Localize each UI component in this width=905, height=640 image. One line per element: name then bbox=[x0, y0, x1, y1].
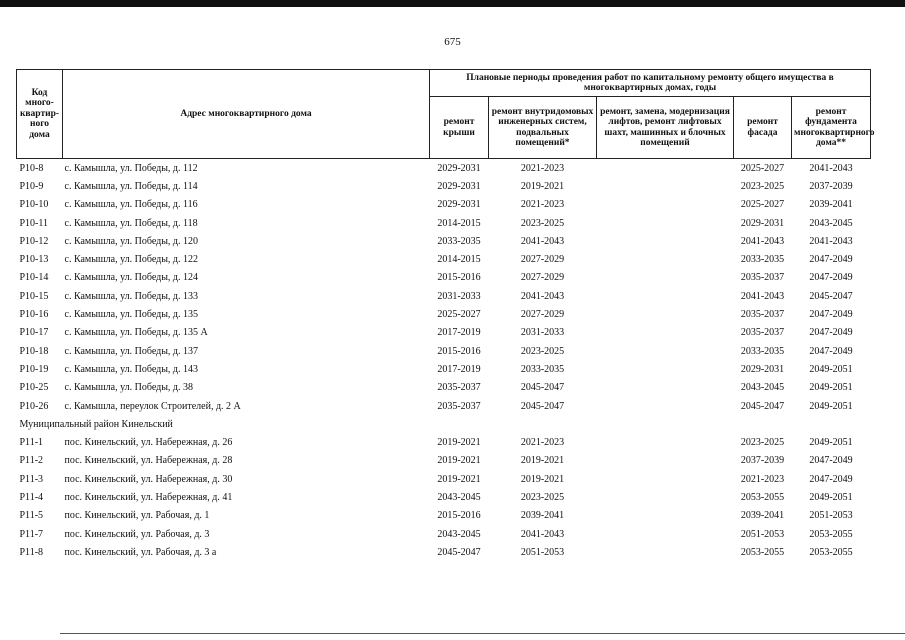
header-systems: ремонт внутридомовых инженерных систем, подвальных помещений* bbox=[489, 97, 597, 159]
cell-address: с. Камышла, ул. Победы, д. 135 bbox=[64, 309, 199, 321]
table-row bbox=[17, 287, 871, 305]
cell-lifts bbox=[597, 397, 734, 415]
cell-address: с. Камышла, ул. Победы, д. 122 bbox=[64, 254, 199, 266]
cell-roof: 2019-2021 bbox=[437, 473, 481, 485]
cell-lifts bbox=[597, 360, 734, 378]
cell-lifts bbox=[597, 342, 734, 360]
cell-lifts bbox=[597, 525, 734, 543]
cell-foundation: 2041-2043 bbox=[809, 162, 853, 174]
cell-roof: 2025-2027 bbox=[437, 309, 481, 321]
cell-code: Р10-13 bbox=[19, 254, 49, 266]
cell-facade: 2053-2055 bbox=[740, 491, 785, 503]
cell-foundation: 2047-2049 bbox=[809, 327, 853, 339]
table-row bbox=[17, 177, 871, 195]
cell-code: Р10-18 bbox=[19, 345, 49, 357]
cell-facade: 2037-2039 bbox=[740, 455, 785, 467]
table-row bbox=[17, 452, 871, 470]
cell-code: Р10-8 bbox=[19, 162, 44, 174]
cell-lifts bbox=[597, 507, 734, 525]
cell-systems: 2031-2033 bbox=[520, 327, 565, 339]
header-lifts: ремонт, замена, модернизация лифтов, ремонт лифтовых шахт, машинных и блочных помещений bbox=[597, 97, 734, 159]
cell-facade: 2035-2037 bbox=[740, 327, 785, 339]
cell-roof: 2045-2047 bbox=[437, 546, 481, 558]
cell-code: Р11-3 bbox=[19, 473, 44, 485]
cell-code: Р11-5 bbox=[19, 510, 44, 522]
cell-address: с. Камышла, ул. Победы, д. 38 bbox=[64, 382, 194, 394]
table-row bbox=[17, 269, 871, 287]
cell-lifts bbox=[597, 214, 734, 232]
cell-address: с. Камышла, ул. Победы, д. 143 bbox=[64, 363, 199, 375]
table-row bbox=[17, 507, 871, 525]
cell-address: пос. Кинельский, ул. Набережная, д. 28 bbox=[64, 455, 233, 467]
cell-systems: 2019-2021 bbox=[520, 180, 565, 192]
cell-systems: 2023-2025 bbox=[520, 217, 565, 229]
cell-foundation: 2049-2051 bbox=[809, 363, 853, 375]
cell-address: пос. Кинельский, ул. Набережная, д. 41 bbox=[64, 491, 233, 503]
cell-facade: 2041-2043 bbox=[740, 235, 785, 247]
section-row bbox=[17, 415, 871, 433]
cell-foundation: 2047-2049 bbox=[809, 272, 853, 284]
section-title: Муниципальный район Кинельский bbox=[19, 418, 173, 430]
cell-address: пос. Кинельский, ул. Рабочая, д. 3 а bbox=[64, 546, 217, 558]
cell-lifts bbox=[597, 269, 734, 287]
cell-facade: 2021-2023 bbox=[740, 473, 785, 485]
cell-code: Р10-26 bbox=[19, 400, 49, 412]
table-row bbox=[17, 342, 871, 360]
cell-roof: 2043-2045 bbox=[437, 528, 481, 540]
header-code: Код много-квартир-ного дома bbox=[17, 70, 63, 159]
cell-facade: 2025-2027 bbox=[740, 162, 785, 174]
cell-roof: 2029-2031 bbox=[437, 180, 481, 192]
table-body bbox=[17, 159, 871, 562]
cell-systems: 2027-2029 bbox=[520, 254, 565, 266]
cell-lifts bbox=[597, 324, 734, 342]
cell-foundation: 2047-2049 bbox=[809, 455, 853, 467]
cell-facade: 2033-2035 bbox=[740, 254, 785, 266]
cell-address: с. Камышла, ул. Победы, д. 135 А bbox=[64, 327, 208, 339]
cell-roof: 2029-2031 bbox=[437, 162, 481, 174]
cell-facade: 2053-2055 bbox=[740, 546, 785, 558]
cell-facade: 2035-2037 bbox=[740, 309, 785, 321]
cell-foundation: 2049-2051 bbox=[809, 437, 853, 449]
table-row bbox=[17, 324, 871, 342]
cell-code: Р10-16 bbox=[19, 309, 49, 321]
table-row bbox=[17, 488, 871, 506]
cell-foundation: 2047-2049 bbox=[809, 254, 853, 266]
cell-lifts bbox=[597, 250, 734, 268]
cell-systems: 2039-2041 bbox=[520, 510, 565, 522]
cell-facade: 2023-2025 bbox=[740, 437, 785, 449]
table-row bbox=[17, 433, 871, 451]
cell-systems: 2027-2029 bbox=[520, 309, 565, 321]
table-row bbox=[17, 232, 871, 250]
cell-systems: 2045-2047 bbox=[520, 400, 565, 412]
cell-facade: 2041-2043 bbox=[740, 290, 785, 302]
cell-lifts bbox=[597, 159, 734, 178]
cell-foundation: 2053-2055 bbox=[809, 528, 853, 540]
cell-foundation: 2047-2049 bbox=[809, 345, 853, 357]
table-row bbox=[17, 543, 871, 561]
cell-facade: 2035-2037 bbox=[740, 272, 785, 284]
cell-systems: 2023-2025 bbox=[520, 491, 565, 503]
table-row bbox=[17, 470, 871, 488]
table-row bbox=[17, 397, 871, 415]
cell-systems: 2019-2021 bbox=[520, 455, 565, 467]
cell-address: с. Камышла, переулок Строителей, д. 2 А bbox=[64, 400, 241, 412]
table-row bbox=[17, 214, 871, 232]
cell-address: с. Камышла, ул. Победы, д. 114 bbox=[64, 180, 198, 192]
cell-code: Р10-9 bbox=[19, 180, 44, 192]
cell-code: Р10-15 bbox=[19, 290, 49, 302]
cell-address: с. Камышла, ул. Победы, д. 137 bbox=[64, 345, 199, 357]
scan-top-border bbox=[0, 0, 905, 7]
cell-roof: 2033-2035 bbox=[437, 235, 481, 247]
cell-roof: 2019-2021 bbox=[437, 455, 481, 467]
table-row bbox=[17, 360, 871, 378]
cell-address: с. Камышла, ул. Победы, д. 124 bbox=[64, 272, 199, 284]
cell-code: Р11-4 bbox=[19, 491, 44, 503]
header-facade: ремонт фасада bbox=[734, 97, 792, 159]
cell-code: Р10-10 bbox=[19, 199, 49, 211]
cell-code: Р10-19 bbox=[19, 363, 49, 375]
cell-address: пос. Кинельский, ул. Рабочая, д. 3 bbox=[64, 528, 210, 540]
cell-code: Р11-1 bbox=[19, 437, 44, 449]
cell-foundation: 2047-2049 bbox=[809, 309, 853, 321]
cell-facade: 2025-2027 bbox=[740, 199, 785, 211]
cell-systems: 2021-2023 bbox=[520, 437, 565, 449]
cell-facade: 2043-2045 bbox=[740, 382, 785, 394]
cell-systems: 2033-2035 bbox=[520, 363, 565, 375]
cell-facade: 2029-2031 bbox=[740, 217, 785, 229]
table-row bbox=[17, 196, 871, 214]
cell-foundation: 2037-2039 bbox=[809, 180, 853, 192]
cell-roof: 2043-2045 bbox=[437, 491, 481, 503]
table-row bbox=[17, 525, 871, 543]
cell-code: Р11-7 bbox=[19, 528, 44, 540]
cell-lifts bbox=[597, 488, 734, 506]
cell-foundation: 2049-2051 bbox=[809, 382, 853, 394]
cell-lifts bbox=[597, 196, 734, 214]
cell-lifts bbox=[597, 305, 734, 323]
cell-roof: 2017-2019 bbox=[437, 363, 481, 375]
cell-code: Р10-25 bbox=[19, 382, 49, 394]
cell-facade: 2045-2047 bbox=[740, 400, 785, 412]
cell-lifts bbox=[597, 177, 734, 195]
cell-code: Р10-14 bbox=[19, 272, 49, 284]
cell-systems: 2041-2043 bbox=[520, 528, 565, 540]
cell-address: пос. Кинельский, ул. Рабочая, д. 1 bbox=[64, 510, 210, 522]
cell-code: Р11-8 bbox=[19, 546, 44, 558]
cell-address: с. Камышла, ул. Победы, д. 112 bbox=[64, 162, 198, 174]
header-roof: ремонт крыши bbox=[430, 97, 489, 159]
cell-code: Р11-2 bbox=[19, 455, 44, 467]
cell-foundation: 2051-2053 bbox=[809, 510, 853, 522]
cell-facade: 2023-2025 bbox=[740, 180, 785, 192]
cell-systems: 2051-2053 bbox=[520, 546, 565, 558]
cell-systems: 2021-2023 bbox=[520, 199, 565, 211]
cell-roof: 2029-2031 bbox=[437, 199, 481, 211]
cell-systems: 2041-2043 bbox=[520, 290, 565, 302]
cell-roof: 2014-2015 bbox=[437, 254, 481, 266]
cell-foundation: 2049-2051 bbox=[809, 491, 853, 503]
cell-address: с. Камышла, ул. Победы, д. 133 bbox=[64, 290, 199, 302]
cell-foundation: 2039-2041 bbox=[809, 199, 853, 211]
cell-address: пос. Кинельский, ул. Набережная, д. 26 bbox=[64, 437, 233, 449]
cell-facade: 2029-2031 bbox=[740, 363, 785, 375]
cell-address: с. Камышла, ул. Победы, д. 116 bbox=[64, 199, 198, 211]
cell-systems: 2045-2047 bbox=[520, 382, 565, 394]
page-number: 675 bbox=[444, 36, 461, 48]
cell-foundation: 2041-2043 bbox=[809, 235, 853, 247]
cell-roof: 2031-2033 bbox=[437, 290, 481, 302]
cell-systems: 2027-2029 bbox=[520, 272, 565, 284]
cell-lifts bbox=[597, 433, 734, 451]
table-row bbox=[17, 250, 871, 268]
table-row bbox=[17, 379, 871, 397]
cell-lifts bbox=[597, 287, 734, 305]
cell-systems: 2041-2043 bbox=[520, 235, 565, 247]
cell-systems: 2021-2023 bbox=[520, 162, 565, 174]
cell-foundation: 2049-2051 bbox=[809, 400, 853, 412]
cell-roof: 2017-2019 bbox=[437, 327, 481, 339]
cell-roof: 2015-2016 bbox=[437, 345, 481, 357]
cell-systems: 2019-2021 bbox=[520, 473, 565, 485]
cell-lifts bbox=[597, 379, 734, 397]
cell-lifts bbox=[597, 543, 734, 561]
cell-foundation: 2045-2047 bbox=[809, 290, 853, 302]
table-row bbox=[17, 159, 871, 178]
cell-lifts bbox=[597, 232, 734, 250]
cell-roof: 2019-2021 bbox=[437, 437, 481, 449]
cell-address: с. Камышла, ул. Победы, д. 120 bbox=[64, 235, 199, 247]
cell-roof: 2035-2037 bbox=[437, 400, 481, 412]
header-address: Адрес многоквартирного дома bbox=[63, 70, 430, 159]
cell-address: с. Камышла, ул. Победы, д. 118 bbox=[64, 217, 198, 229]
header-foundation: ремонт фундамента многоквартирного дома** bbox=[792, 97, 871, 159]
cell-systems: 2023-2025 bbox=[520, 345, 565, 357]
cell-code: Р10-17 bbox=[19, 327, 49, 339]
cell-roof: 2015-2016 bbox=[437, 510, 481, 522]
cell-facade: 2033-2035 bbox=[740, 345, 785, 357]
cell-roof: 2035-2037 bbox=[437, 382, 481, 394]
cell-facade: 2039-2041 bbox=[740, 510, 785, 522]
cell-lifts bbox=[597, 452, 734, 470]
header-planned-periods: Плановые периоды проведения работ по капитальному ремонту общего имущества в многоквартирных домах, годы bbox=[430, 70, 871, 97]
cell-code: Р10-11 bbox=[19, 217, 49, 229]
cell-foundation: 2053-2055 bbox=[809, 546, 853, 558]
bottom-rule bbox=[60, 633, 905, 634]
cell-lifts bbox=[597, 470, 734, 488]
cell-foundation: 2047-2049 bbox=[809, 473, 853, 485]
cell-code: Р10-12 bbox=[19, 235, 49, 247]
cell-foundation: 2043-2045 bbox=[809, 217, 853, 229]
cell-facade: 2051-2053 bbox=[740, 528, 785, 540]
table-row bbox=[17, 305, 871, 323]
cell-address: пос. Кинельский, ул. Набережная, д. 30 bbox=[64, 473, 233, 485]
cell-roof: 2014-2015 bbox=[437, 217, 481, 229]
capital-repair-schedule-table bbox=[16, 69, 875, 562]
cell-roof: 2015-2016 bbox=[437, 272, 481, 284]
table-header bbox=[17, 70, 875, 159]
